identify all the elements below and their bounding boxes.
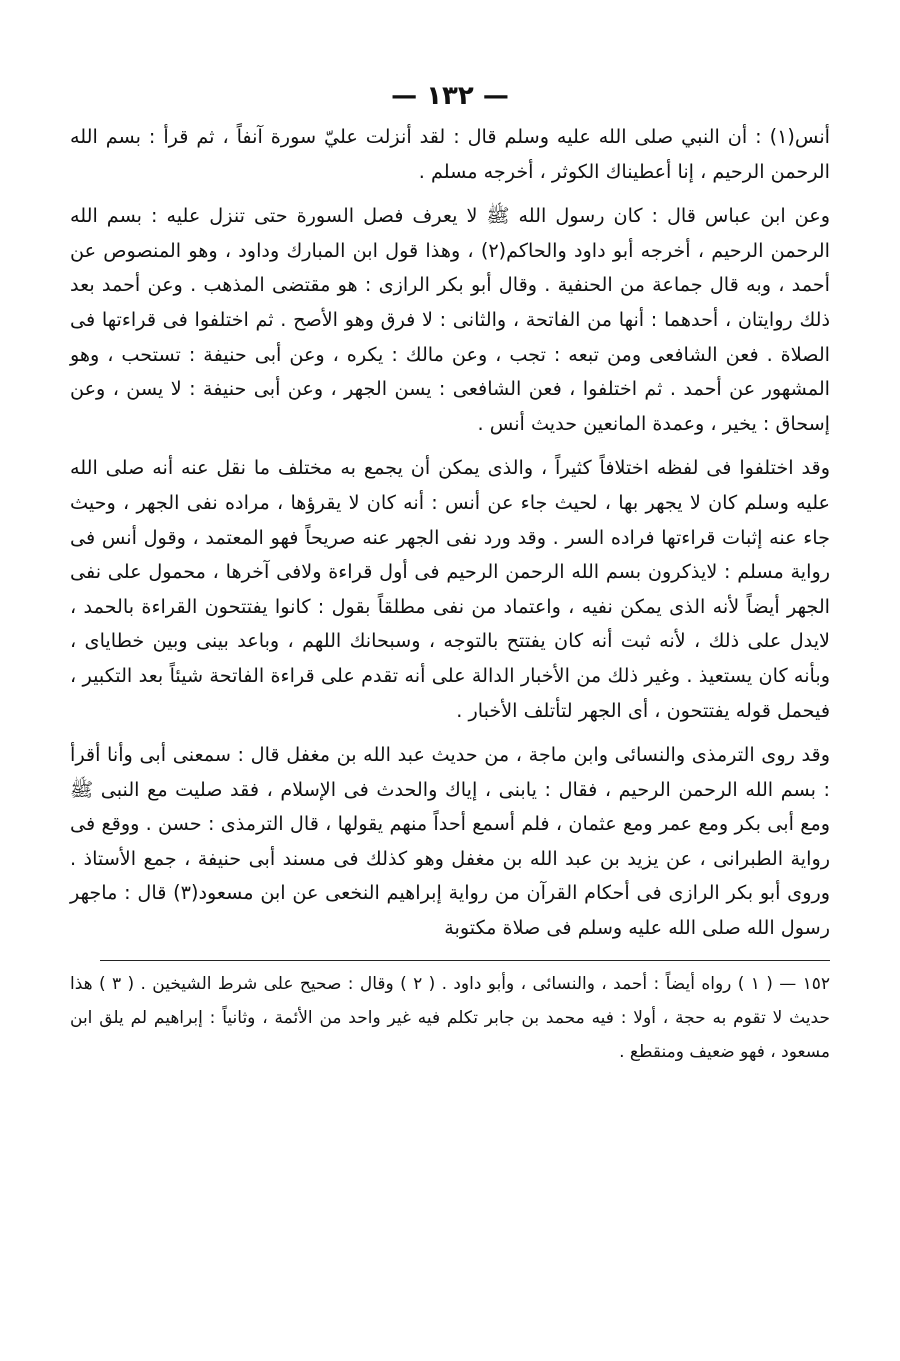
- footnote-block: ١٥٢ — ( ١ ) رواه أيضاً : أحمد ، والنسائى ، وأبو داود . ( ٢ ) وقال : صحيح على شرط الشيخين . ( ٣ ) هذا حديث لا تقوم به حجة ، أولا : فيه محمد بن جابر تكلم فيه غير واحد من الأئمة ، وثانياً : إبراهيم لم يلق ابن مسعود ، فهو ضعيف ومنقطع .: [70, 973, 831, 1062]
- paragraph-3: وقد اختلفوا فى لفظه اختلافاً كثيراً ، والذى يمكن أن يجمع به مختلف ما نقل عنه أنه صلى الله عليه وسلم كان لا يجهر بها ، لحيث جاء عن أنس : أنه كان لا يقرؤها ، مراده نفى الجهر ، وحيث جاء عنه إثبات قراءتها فراده السر . وقد ورد نفى الجهر عنه صريحاً فهو المعتمد ، وقول أنس فى رواية مسلم : لايذكرون بسم الله الرحمن الرحيم فى أول قراءة ولافى آخرها ، محمول على نفى الجهر أيضاً لأنه الذى يمكن نفيه ، واعتماد من نفى مطلقاً بقول : كانوا يفتتحون القراءة بالحمد ، لايدل على ذلك ، لأنه ثبت أنه كان يفتتح بالتوجه ، وسبحانك اللهم ، وباعد بينى وبين خطاياى ، وبأنه كان يستعيذ . وغير ذلك من الأخبار الدالة على أنه تقدم على قراءة الفاتحة شيئاً بعد التكبير ، فيحمل قوله يفتتحون ، أى الجهر لتأتلف الأخبار .: [70, 456, 830, 722]
- footnote-divider: [100, 960, 830, 961]
- main-text: [70, 120, 830, 946]
- page-number: — ١٣٢ —: [391, 81, 509, 111]
- paragraph-1: أنس(١) : أن النبي صلى الله عليه وسلم قال : لقد أنزلت عليّ سورة آنفاً ، ثم قرأ : بسم الله الرحمن الرحيم ، إنا أعطيناك الكوثر ، أخرجه مسلم .: [70, 125, 830, 183]
- paragraph-2: وعن ابن عباس قال : كان رسول الله ﷺ لا يعرف فصل السورة حتى تنزل عليه : بسم الله الرحمن الرحيم ، أخرجه أبو داود والحاكم(٢) ، وهذا قول ابن المبارك وداود ، وهو المنصوص عن أحمد ، وبه قال جماعة من الحنفية . وقال أبو بكر الرازى : هو مقتضى المذهب . وعن أحمد بعد ذلك روايتان ، أحدهما : أنها من الفاتحة ، والثانى : لا فرق وهو الأصح . ثم اختلفوا فى قراءتها فى الصلاة . فعن الشافعى ومن تبعه : تجب ، وعن مالك : يكره ، وعن أبى حنيفة : تستحب ، وهو المشهور عن أحمد . ثم اختلفوا ، فعن الشافعى : يسن الجهر ، وعن أبى حنيفة : لا يسن ، وعن إسحاق : يخير ، وعمدة المانعين حديث أنس .: [70, 204, 830, 435]
- footnotes: [70, 967, 830, 1069]
- paragraph-4: وقد روى الترمذى والنسائى وابن ماجة ، من حديث عبد الله بن مغفل قال : سمعنى أبى وأنا أقرأ : بسم الله الرحمن الرحيم ، فقال : يابنى ، إياك والحدث فى الإسلام ، فقد صليت مع النبى ﷺ ومع أبى بكر ومع عمر ومع عثمان ، فلم أسمع أحداً منهم يقولها ، قال الترمذى : حسن . ووقع فى رواية الطبرانى ، عن يزيد بن عبد الله بن مغفل وهو كذلك فى مسند أبى حنيفة ، جمع الأستاذ . وروى أبو بكر الرازى فى أحكام القرآن من رواية إبراهيم النخعى عن ابن مسعود(٣) قال : ماجهر رسول الله صلى الله عليه وسلم فى صلاة مكتوبة: [70, 743, 830, 940]
